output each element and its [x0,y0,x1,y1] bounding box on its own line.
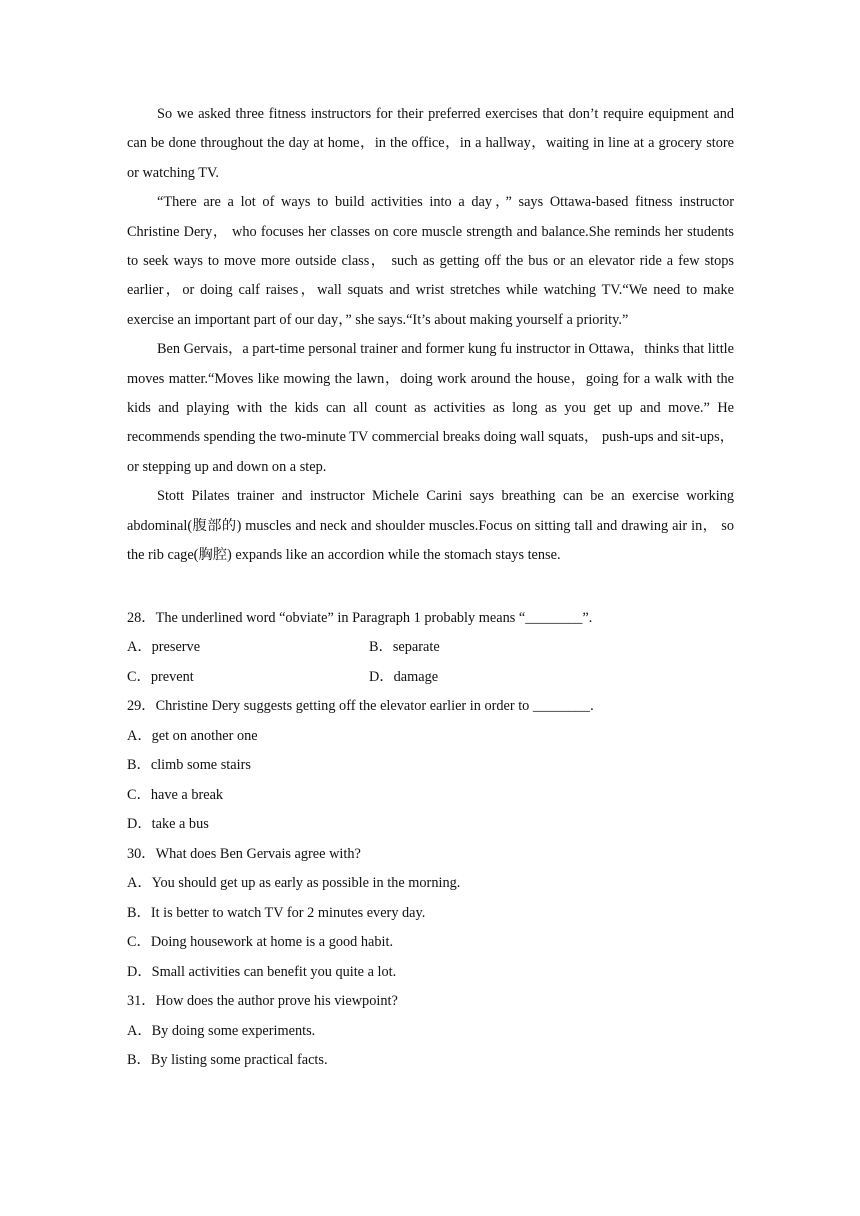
document-page [127,100,734,1076]
passage-paragraph-2: “There are a lot of ways to build activities into a day，” says Ottawa-based fitness instructor Christine Dery， who focuses her classes on core muscle strength and balance.She reminds her students to seek ways to move more outside class， such as getting off the bus or an elevator ride a few stops earlier，or doing calf raises，wall squats and wrist stretches while watching TV.“We need to make exercise an important part of our day，” she says.“It’s about making yourself a priority.” [127,194,734,328]
question-stem [127,692,734,722]
option-letter: C． [127,934,151,950]
option-text: By listing some practical facts. [150,1052,328,1068]
option-letter: A． [127,639,152,655]
option-text: prevent [150,668,194,685]
option-a [127,633,369,663]
option-d [127,958,734,988]
option-text: have a break [150,786,224,803]
option-text: You should get up as early as possible in the morning. [151,875,461,891]
option-letter: B． [369,639,393,655]
option-letter: D． [127,816,152,832]
question-29 [127,692,734,840]
option-c [127,928,734,958]
question-number: 31． [127,993,156,1009]
option-letter: C． [127,786,151,803]
option-letter: B． [127,1052,151,1068]
option-letter: B． [127,904,151,921]
option-letter: D． [127,963,152,980]
option-d [369,663,438,693]
question-stem [127,987,734,1017]
question-28 [127,604,734,693]
option-d [127,810,734,840]
option-b [127,899,734,929]
option-letter: B． [127,757,151,773]
option-text: By doing some experiments. [151,1022,316,1039]
option-text: get on another one [151,727,258,744]
reading-passage [127,100,734,571]
option-letter: A． [127,1022,152,1039]
option-text: damage [393,668,439,685]
question-30 [127,840,734,988]
option-a [127,869,734,899]
questions-section [127,604,734,1076]
question-text: How does the author prove his viewpoint? [155,993,398,1009]
option-row [127,633,734,663]
question-number: 29． [127,698,156,714]
option-letter: A． [127,875,152,891]
question-text: Christine Dery suggests getting off the elevator earlier in order to ________. [155,698,594,714]
option-text: It is better to watch TV for 2 minutes every day. [150,904,426,921]
option-c [127,781,734,811]
option-text: preserve [151,639,201,655]
option-letter: C． [127,668,151,685]
option-b [127,1046,734,1076]
option-text: take a bus [151,816,209,832]
passage-paragraph-1: So we asked three fitness instructors for their preferred exercises that don’t require equipment and can be done throughout the day at home，in the office，in a hallway，waiting in line at a grocery store or watching TV. [127,106,734,181]
question-text: What does Ben Gervais agree with? [155,845,361,862]
question-number: 28． [127,609,156,626]
option-text: Small activities can benefit you quite a lot. [151,963,397,980]
question-number: 30． [127,845,156,862]
option-letter: A． [127,727,152,744]
option-text: Doing housework at home is a good habit. [150,934,394,950]
question-stem [127,840,734,870]
question-text: The underlined word “obviate” in Paragraph 1 probably means “________”. [155,609,593,626]
option-text: separate [392,639,440,655]
question-31 [127,987,734,1076]
option-text: climb some stairs [150,757,251,773]
passage-paragraph-3: Ben Gervais，a part-time personal trainer and former kung fu instructor in Ottawa，thinks that little moves matter.“Moves like mowing the lawn，doing work around the house，going for a walk with the kids and playing with the kids can all count as activities as long as you get up and move.” He recommends spending the two-minute TV commercial breaks doing wall squats， push-ups and sit-ups， or stepping up and down on a step. [127,341,734,475]
option-c [127,663,369,693]
option-letter: D． [369,668,394,685]
question-stem [127,604,734,634]
option-row [127,663,734,693]
option-b [369,633,440,663]
option-a [127,1017,734,1047]
passage-paragraph-4: Stott Pilates trainer and instructor Michele Carini says breathing can be an exercise working abdominal(腹部的) muscles and neck and shoulder muscles.Focus on sitting tall and drawing air in， so the rib cage(胸腔) expands like an accordion while the stomach stays tense. [127,488,734,564]
option-a [127,722,734,752]
option-b [127,751,734,781]
